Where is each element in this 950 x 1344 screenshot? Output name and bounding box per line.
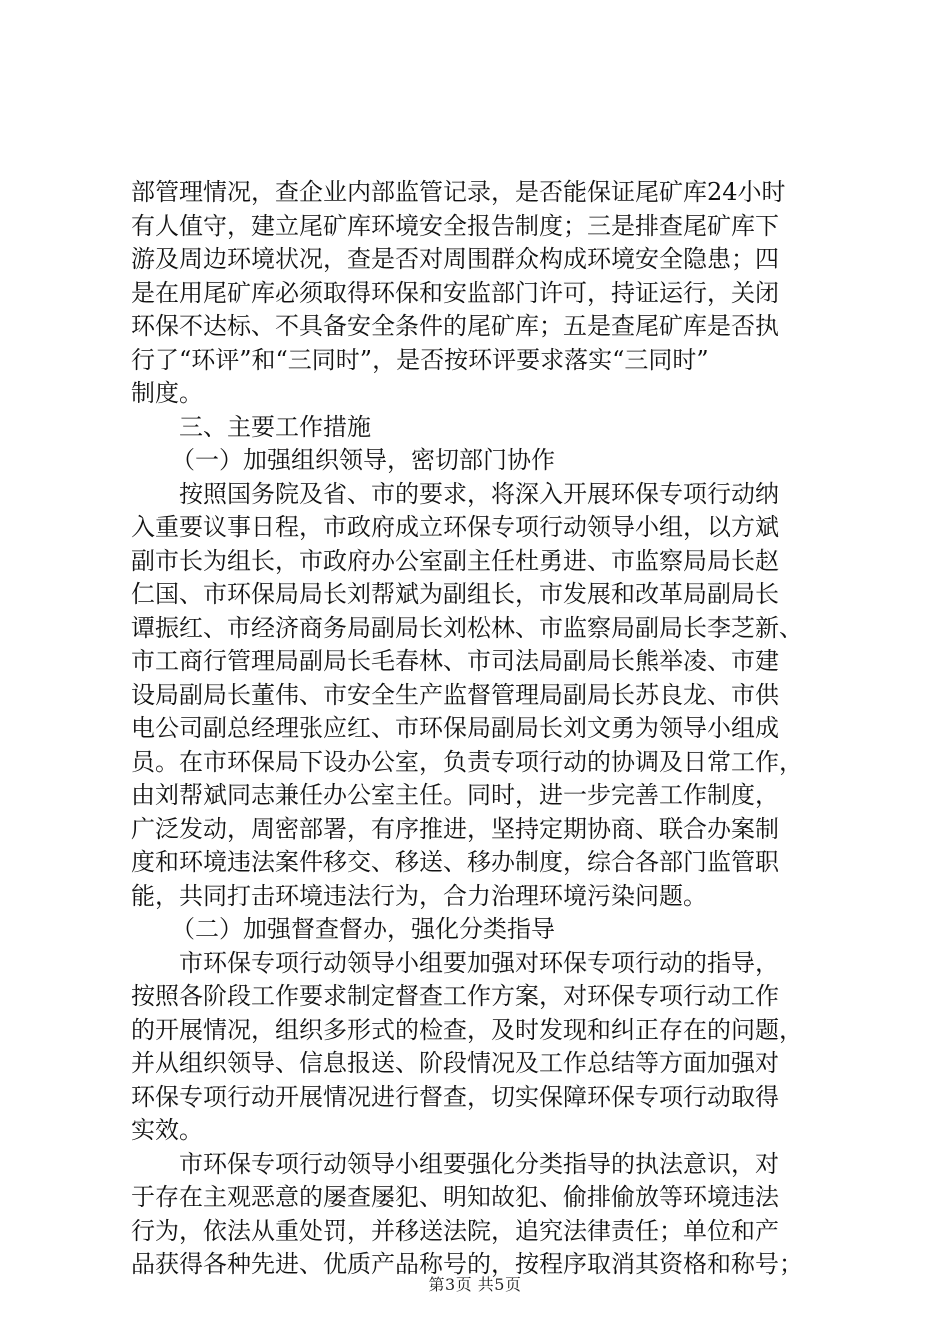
text-line: 入重要议事日程，市政府成立环保专项行动领导小组，以方斌 bbox=[131, 513, 779, 541]
text-line: 实效。 bbox=[131, 1116, 203, 1144]
text-line: 于存在主观恶意的屡查屡犯、明知故犯、偷排偷放等环境违法 bbox=[131, 1183, 779, 1211]
text-line: 品获得各种先进、优质产品称号的，按程序取消其资格和称号； bbox=[131, 1250, 803, 1278]
text-line: 能，共同打击环境违法行为，合力治理环境污染问题。 bbox=[131, 881, 707, 910]
text-line: 市环保专项行动领导小组要强化分类指导的执法意识，对 bbox=[179, 1149, 779, 1178]
text-line: 电公司副总经理张应红、市环保局副局长刘文勇为领导小组成 bbox=[131, 714, 779, 742]
section-heading: 三、主要工作措施 bbox=[179, 412, 371, 441]
text-line: 按照各阶段工作要求制定督查工作方案，对环保专项行动工作 bbox=[131, 982, 779, 1010]
text-line: 员。在市环保局下设办公室，负责专项行动的协调及日常工作， bbox=[131, 747, 803, 776]
text-line: 市环保专项行动领导小组要加强对环保专项行动的指导， bbox=[179, 948, 779, 977]
text-line: 部管理情况，查企业内部监管记录，是否能保证尾矿库24小时 bbox=[131, 178, 786, 206]
text-line: 环保不达标、不具备安全条件的尾矿库；五是查尾矿库是否执 bbox=[131, 312, 779, 340]
text-line: 由刘帮斌同志兼任办公室主任。同时，进一步完善工作制度， bbox=[131, 781, 779, 809]
text-line: 谭振红、市经济商务局副局长刘松林、市监察局副局长李芝新、 bbox=[131, 613, 803, 642]
subsection-heading: （一）加强组织领导，密切部门协作 bbox=[171, 446, 555, 474]
text-line: 市工商行管理局副局长毛春林、市司法局副局长熊举凌、市建 bbox=[131, 647, 779, 675]
text-line: 游及周边环境状况，查是否对周围群众构成环境安全隐患；四 bbox=[131, 245, 779, 273]
text-line: 行为，依法从重处罚，并移送法院，追究法律责任；单位和产 bbox=[131, 1216, 779, 1245]
text-line: 副市长为组长，市政府办公室副主任杜勇进、市监察局局长赵 bbox=[131, 546, 779, 575]
text-line: 设局副局长董伟、市安全生产监督管理局副局长苏良龙、市供 bbox=[131, 680, 779, 709]
text-line: 有人值守，建立尾矿库环境安全报告制度；三是排查尾矿库下 bbox=[131, 211, 779, 240]
text-line: 度和环境违法案件移交、移送、移办制度，综合各部门监管职 bbox=[131, 848, 779, 876]
page-number-footer: 第3页 共5页 bbox=[428, 1275, 522, 1294]
text-line: 环保专项行动开展情况进行督查，切实保障环保专项行动取得 bbox=[131, 1082, 779, 1111]
text-line: 行了“环评”和“三同时”，是否按环评要求落实“三同时” bbox=[131, 345, 709, 374]
document-body bbox=[131, 176, 831, 1282]
text-line: 广泛发动，周密部署，有序推进，坚持定期协商、联合办案制 bbox=[131, 814, 779, 843]
text-line: 并从组织领导、信息报送、阶段情况及工作总结等方面加强对 bbox=[131, 1049, 779, 1077]
text-line: 的开展情况，组织多形式的检查，及时发现和纠正存在的问题， bbox=[131, 1015, 803, 1044]
subsection-heading: （二）加强督查督办，强化分类指导 bbox=[171, 915, 555, 943]
text-line: 是在用尾矿库必须取得环保和安监部门许可，持证运行，关闭 bbox=[131, 278, 779, 307]
text-line: 制度。 bbox=[131, 379, 203, 407]
text-line: 仁国、市环保局局长刘帮斌为副组长，市发展和改革局副局长 bbox=[131, 580, 779, 608]
text-line: 按照国务院及省、市的要求，将深入开展环保专项行动纳 bbox=[179, 479, 779, 508]
